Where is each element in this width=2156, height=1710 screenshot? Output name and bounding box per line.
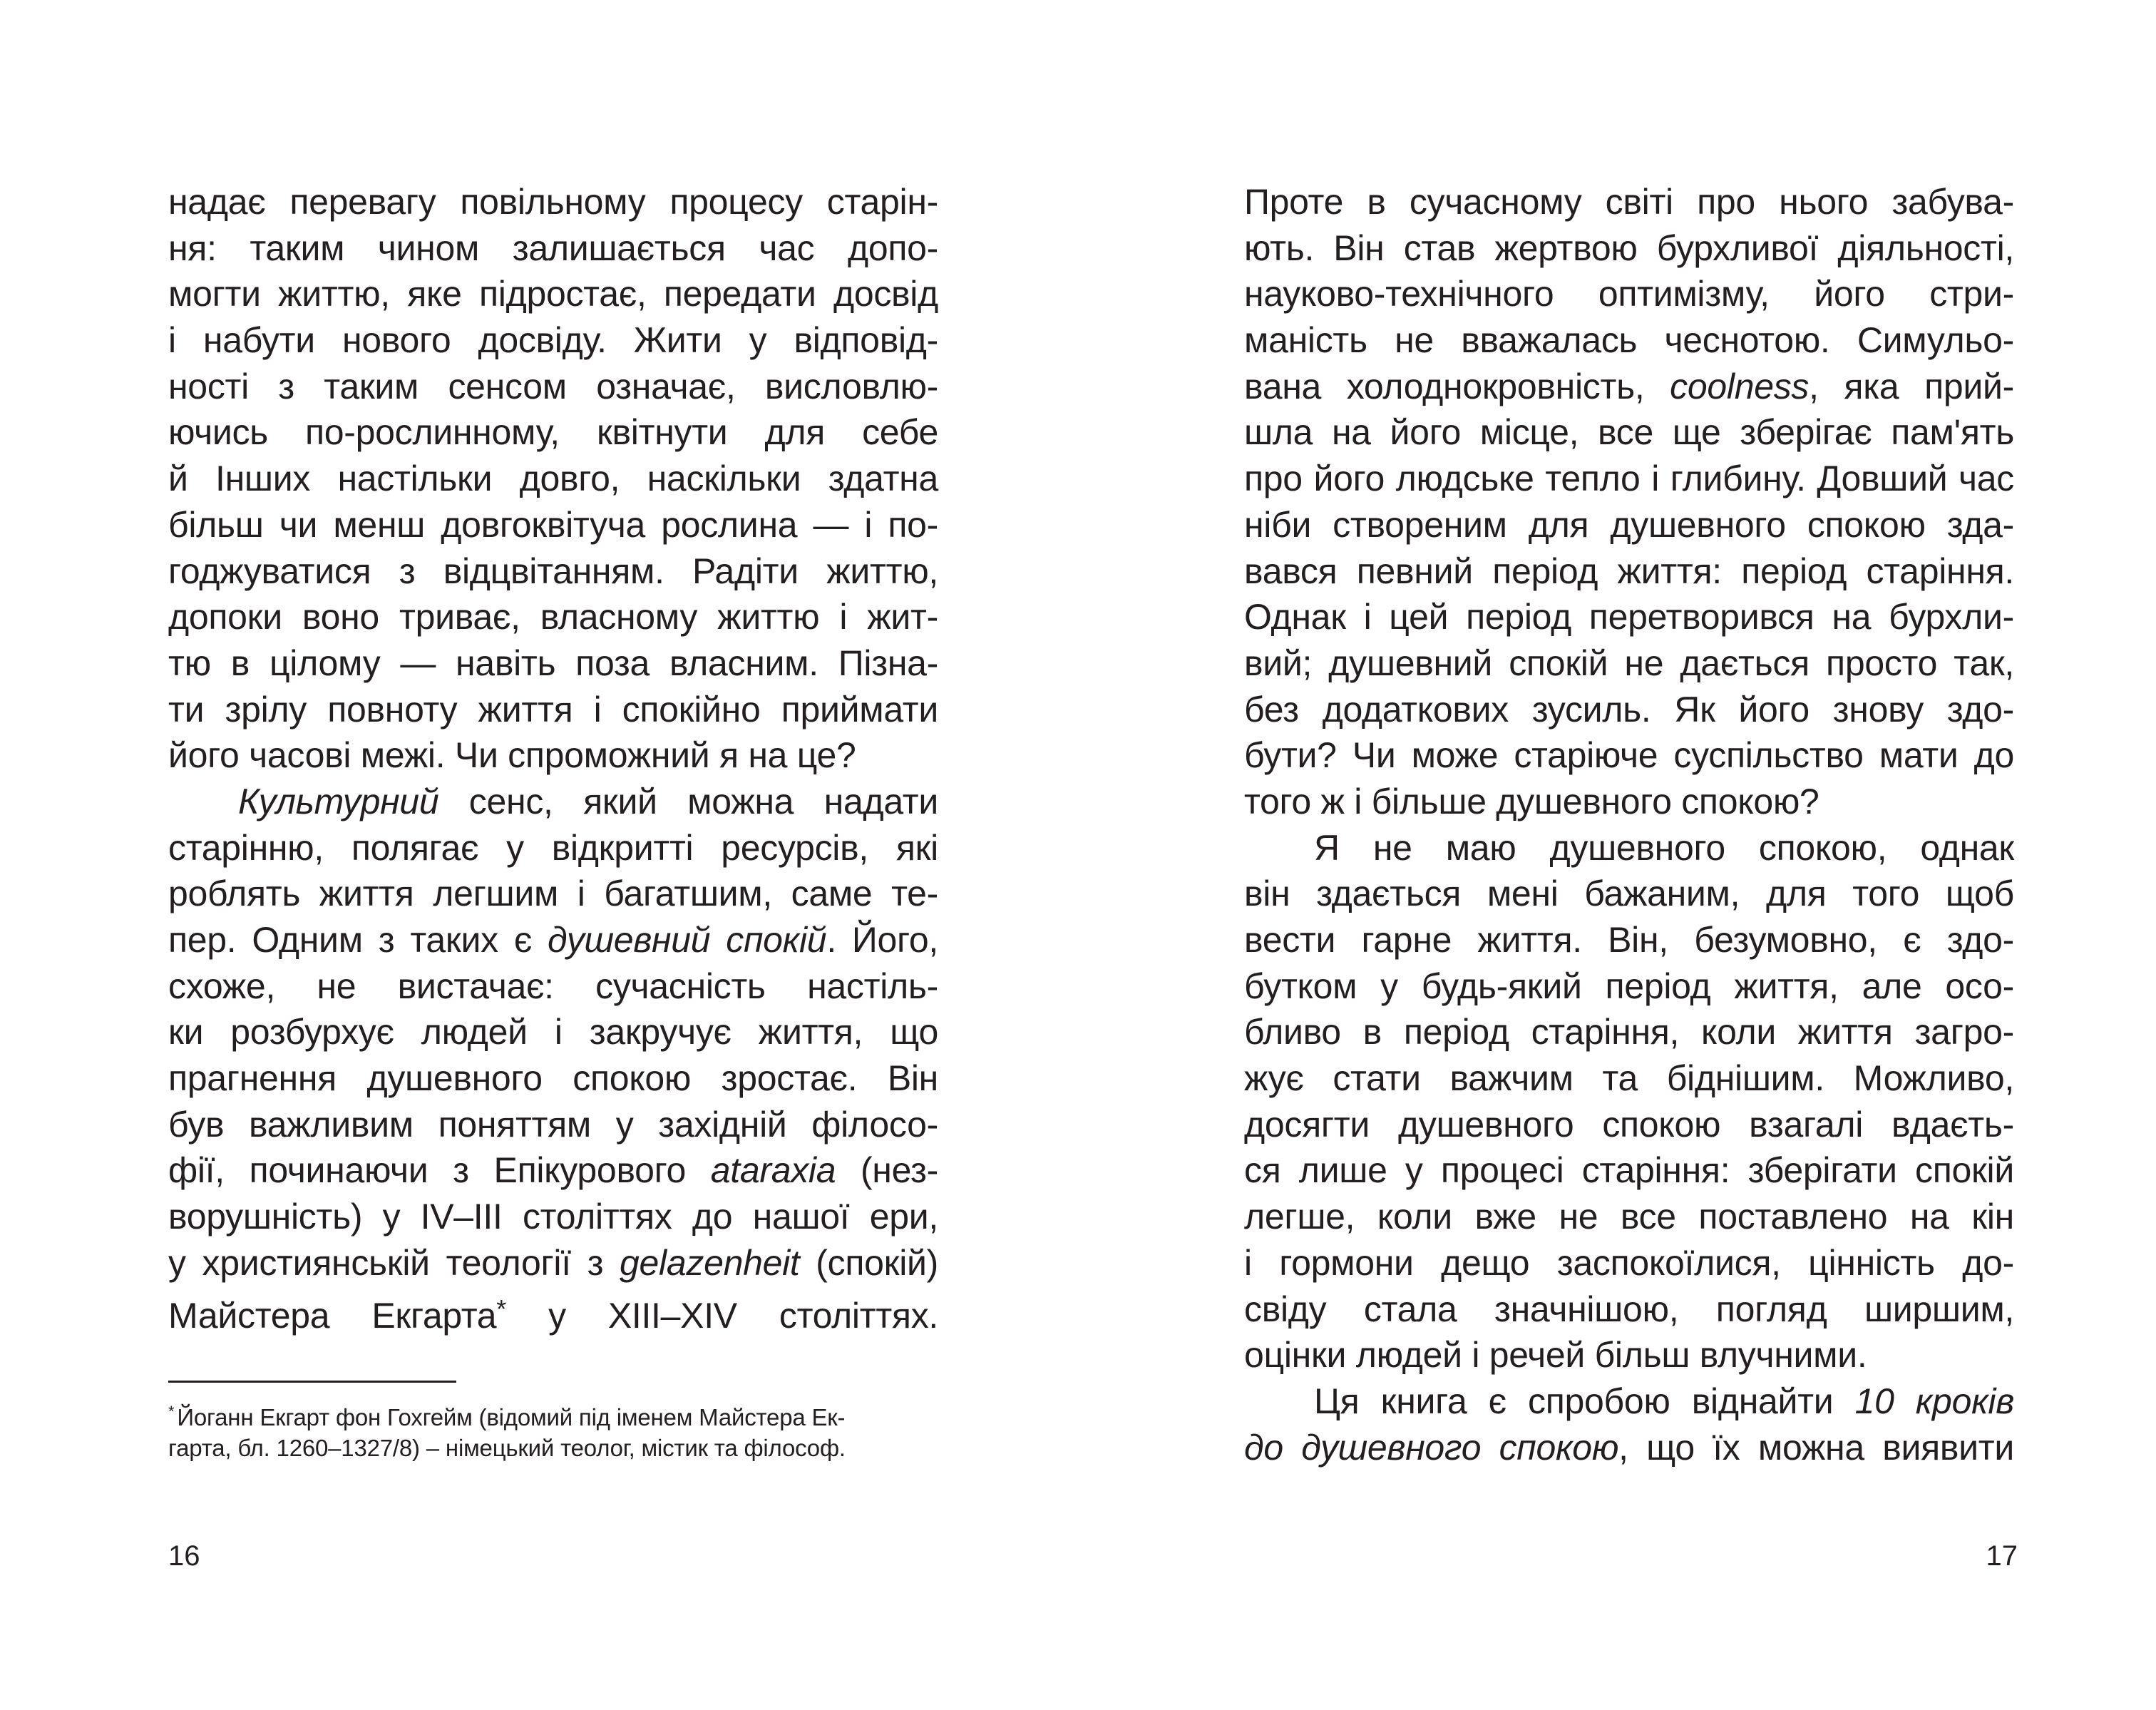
text-line: могти життю, яке підростає, передати досвід [168, 274, 938, 314]
text-line: шла на його місце, все ще зберігає пам'ять [1244, 412, 2014, 453]
text-line: Культурний сенс, який можна надати [238, 781, 938, 821]
text-line: тю в цілому — навіть поза власним. Пізна- [168, 642, 938, 683]
text-line: й Інших настільки довго, наскільки здатна [168, 459, 938, 499]
text-line: без додаткових зусиль. Як його знову здо- [1244, 689, 2014, 729]
text-line: Майстера Екгарта* у XIII–XIV століттях. [168, 1294, 938, 1336]
text-line: вався певний період життя: період старіння. [1244, 551, 2014, 591]
text-line: Я не маю душевного спокою, однак [1314, 827, 2014, 868]
italic-term: ataraxia [710, 1150, 836, 1191]
text-line: ючись по-рослинному, квітнути для себе [168, 412, 938, 453]
text-line: у християнській теології з gelazenheit (спокій) [168, 1242, 939, 1283]
text-line: годжуватися з відцвітанням. Радіти життю, [168, 551, 938, 591]
text-line: ності з таким сенсом означає, висловлю- [168, 366, 938, 406]
text-line: свіду стала значнішою, погляд ширшим, [1244, 1289, 2014, 1329]
text-line: і набути нового досвіду. Жити у відповід- [168, 320, 938, 361]
footnote-line: гарта, бл. 1260–1327/8) – німецький теолог, містик та філософ. [168, 1435, 846, 1461]
text-line: ніби створеним для душевного спокою зда- [1244, 504, 2014, 545]
text-line: жує стати важчим та біднішим. Можливо, [1244, 1058, 2014, 1099]
text-line: Однак і цей період перетворився на бурхли- [1244, 597, 2014, 638]
text-line: вий; душевний спокій не дається просто так, [1244, 642, 2014, 683]
text-line: ся лише у процесі старіння: зберігати спокій [1244, 1150, 2014, 1191]
text-line: бливо в період старіння, коли життя загро- [1244, 1012, 2014, 1053]
footnote [168, 1396, 938, 1463]
text-line: роблять життя легшим і багатшим, саме те- [168, 874, 938, 914]
text-line: легше, коли вже не все поставлено на кін [1244, 1197, 2014, 1237]
text-line: він здається мені бажаним, для того щоб [1244, 874, 2014, 914]
text-line: пер. Одним з таких є душевний спокій. Його, [168, 920, 938, 960]
right-page-body-text [1244, 179, 2014, 1470]
footnote-line: * Йоганн Екгарт фон Гохгейм (відомий під іменем Майстера Ек- [168, 1403, 846, 1430]
text-line: оцінки людей і речей більш влучними. [1244, 1335, 1867, 1376]
right-page [1078, 0, 2156, 1710]
text-line: допоки воно триває, власному життю і жит- [168, 597, 938, 638]
italic-term: gelazenheit [620, 1242, 800, 1283]
text-line: вести гарне життя. Він, безумовно, є здо- [1244, 920, 2014, 960]
italic-term: coolness [1670, 366, 1809, 406]
text-line: фії, починаючи з Епікурового ataraxia (нез- [168, 1150, 938, 1191]
text-line: і гормони дещо заспокоїлися, цінність до- [1244, 1242, 2014, 1283]
text-line: того ж і більше душевного спокою? [1244, 781, 1819, 821]
text-line: його часові межі. Чи спроможний я на це? [168, 735, 856, 776]
footnote-marker: * [168, 1403, 175, 1420]
text-line: ти зрілу повноту життя і спокійно приймати [168, 689, 938, 729]
text-line: ворушність) у IV–III століттях до нашої ери, [168, 1197, 938, 1237]
page-number: 16 [168, 1540, 200, 1572]
page-number: 17 [1986, 1540, 2018, 1572]
text-line: ня: таким чином залишається час допо- [168, 227, 938, 268]
text-line: вана холоднокровність, coolness, яка прий- [1244, 366, 2014, 406]
text-line: був важливим поняттям у західній філосо- [168, 1104, 938, 1145]
text-line: досягти душевного спокою взагалі вдаєть- [1244, 1104, 2014, 1145]
text-line: ють. Він став жертвою бурхливої діяльності, [1244, 227, 2014, 268]
italic-term: 10 кроків [1854, 1381, 2014, 1421]
text-line: Проте в сучасному світі про нього забува- [1244, 182, 2014, 222]
text-line: надає перевагу повільному процесу старін- [168, 182, 938, 222]
text-line: науково-технічного оптимізму, його стри- [1244, 274, 2014, 314]
text-line: схоже, не вистачає: сучасність настіль- [168, 966, 938, 1006]
footnote-marker: * [496, 1294, 507, 1324]
italic-term: Культурний [238, 781, 439, 821]
left-page-body-text [168, 179, 939, 1336]
text-line: про його людське тепло і глибину. Довший час [1244, 459, 2014, 499]
text-line: бутком у будь-який період життя, але осо- [1244, 966, 2014, 1006]
text-line: Ця книга є спробою віднайти 10 кроків [1314, 1381, 2014, 1421]
text-line: старінню, полягає у відкритті ресурсів, які [168, 827, 938, 868]
text-line: прагнення душевного спокою зростає. Він [168, 1058, 938, 1099]
text-line: до душевного спокою, що їх можна виявити [1244, 1427, 2015, 1468]
text-line: ки розбурхує людей і закручує життя, що [168, 1012, 938, 1053]
text-line: бути? Чи може старіюче суспільство мати до [1244, 735, 2014, 776]
footnote-divider [168, 1381, 456, 1383]
italic-term: до душевного спокою [1244, 1427, 1619, 1468]
text-line: більш чи менш довгоквітуча рослина — і по- [168, 504, 938, 545]
text-line: маність не вважалась чеснотою. Симульо- [1244, 320, 2014, 361]
italic-term: душевний спокій [548, 920, 827, 960]
